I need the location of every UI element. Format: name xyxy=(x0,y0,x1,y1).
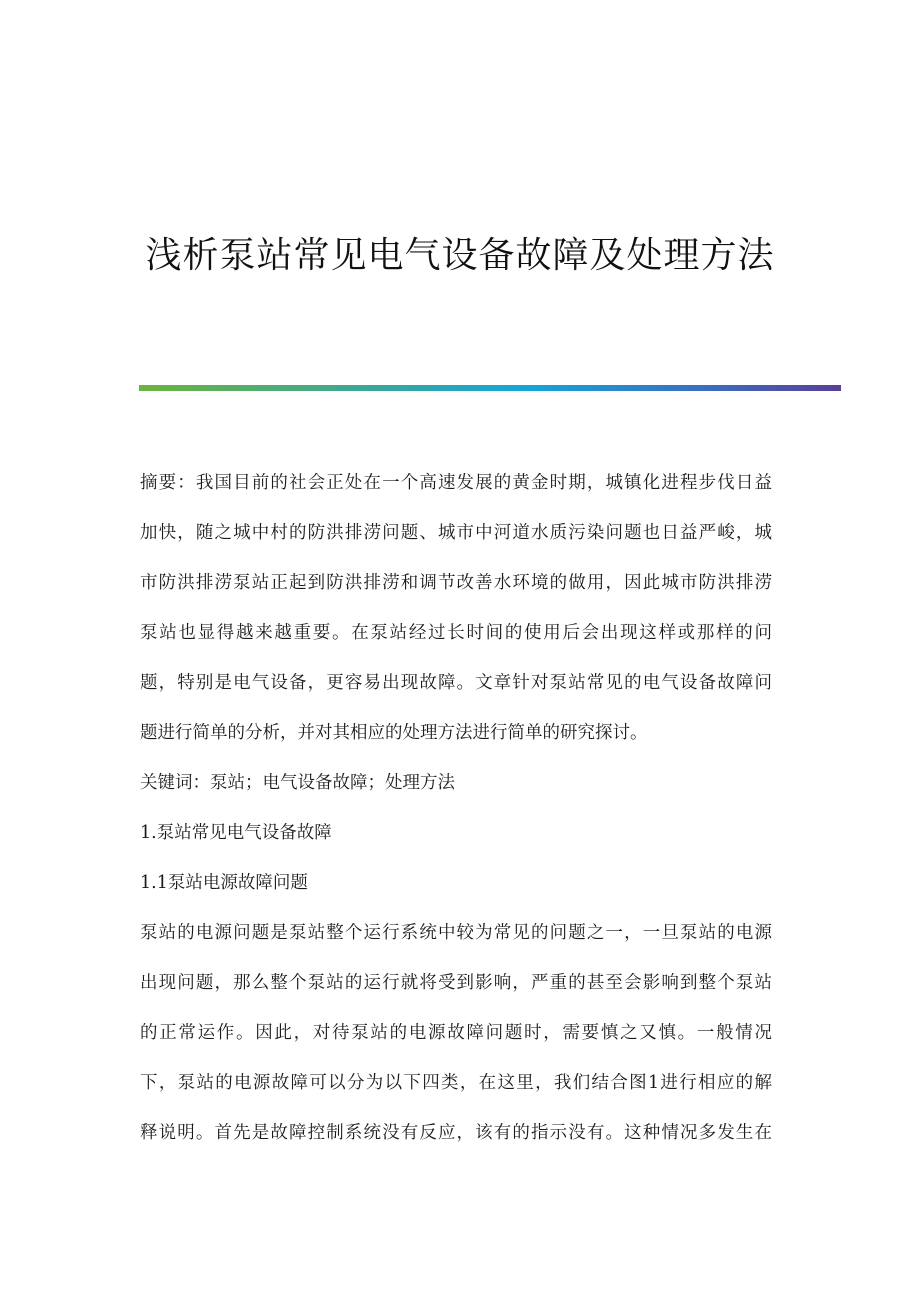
title-divider xyxy=(139,385,841,391)
paragraph-line: 的正常运作。因此，对待泵站的电源故障问题时，需要慎之又慎。一般情况 xyxy=(140,1023,772,1043)
abstract-line: 泵站也显得越来越重要。在泵站经过长时间的使用后会出现这样或那样的问 xyxy=(140,623,772,643)
abstract-line: 加快，随之城中村的防洪排涝问题、城市中河道水质污染问题也日益严峻，城 xyxy=(140,523,772,543)
paragraph-line: 泵站的电源问题是泵站整个运行系统中较为常见的问题之一，一旦泵站的电源 xyxy=(140,923,772,943)
abstract-line: 摘要：我国目前的社会正处在一个高速发展的黄金时期，城镇化进程步伐日益 xyxy=(140,473,772,493)
document-body xyxy=(140,466,772,1166)
abstract-line: 题，特别是电气设备，更容易出现故障。文章针对泵站常见的电气设备故障问 xyxy=(140,673,772,693)
keywords: 关键词：泵站；电气设备故障；处理方法 xyxy=(140,773,455,793)
document-title: 浅析泵站常见电气设备故障及处理方法 xyxy=(145,235,775,277)
abstract-line: 题进行简单的分析，并对其相应的处理方法进行简单的研究探讨。 xyxy=(140,723,648,743)
paragraph-line: 出现问题，那么整个泵站的运行就将受到影响，严重的甚至会影响到整个泵站 xyxy=(140,973,772,993)
paragraph-line: 下，泵站的电源故障可以分为以下四类，在这里，我们结合图1进行相应的解 xyxy=(140,1073,772,1093)
abstract-line: 市防洪排涝泵站正起到防洪排涝和调节改善水环境的做用，因此城市防洪排涝 xyxy=(140,573,772,593)
paragraph-line: 释说明。首先是故障控制系统没有反应，该有的指示没有。这种情况多发生在 xyxy=(140,1123,772,1143)
abstract xyxy=(140,466,772,766)
subsection-heading: 1.1泵站电源故障问题 xyxy=(140,873,308,893)
section-heading: 1.泵站常见电气设备故障 xyxy=(140,823,332,843)
section-paragraph xyxy=(140,916,772,1166)
